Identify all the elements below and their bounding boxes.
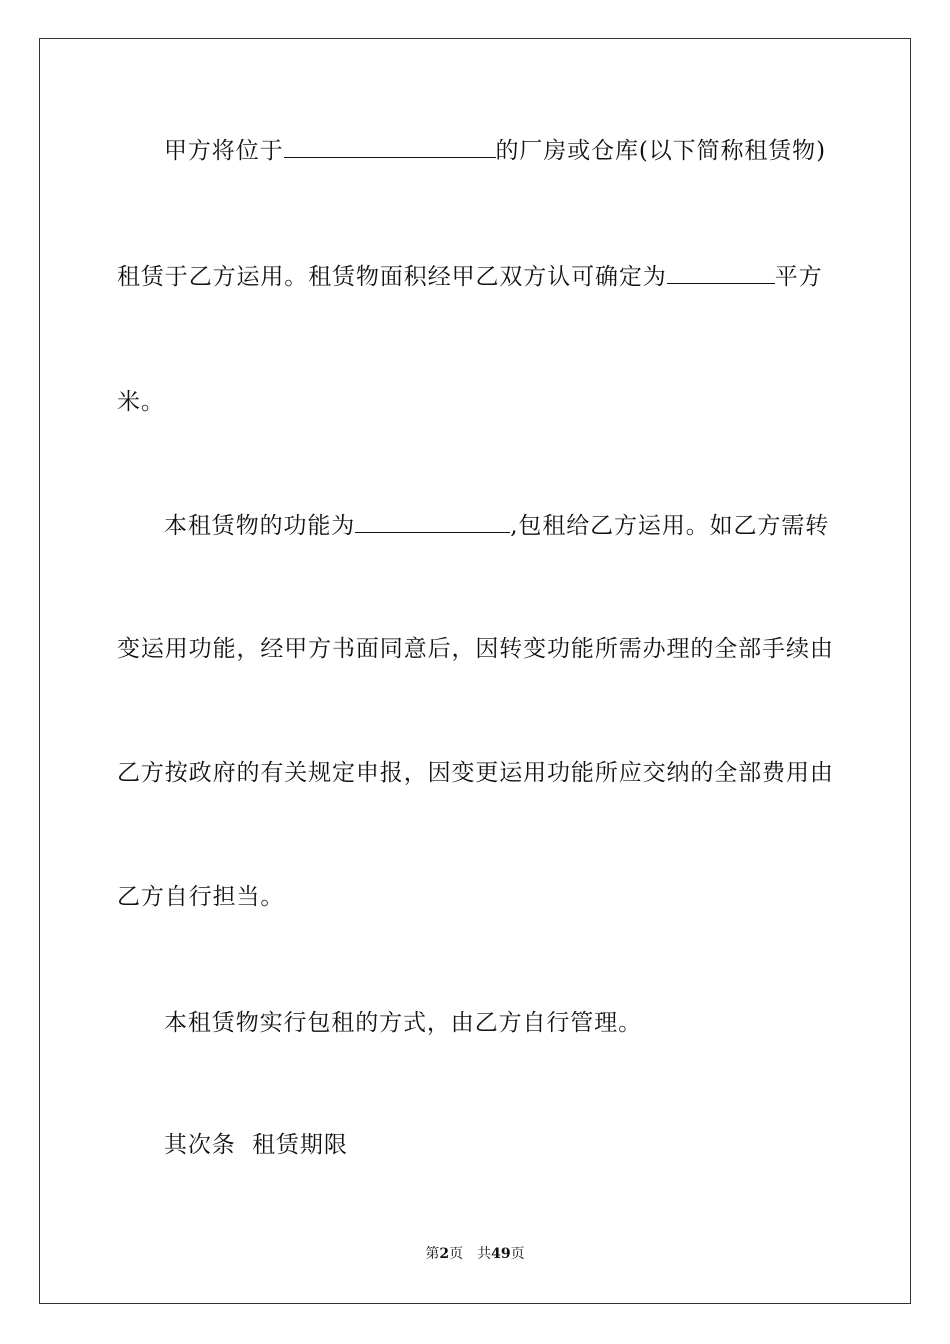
page-footer [0,1245,950,1263]
page-number: 2 [439,1246,450,1262]
text-segment: 租赁于乙方运用。租赁物面积经甲乙双方认可确定为 [117,264,667,290]
page-prefix: 第 [425,1246,440,1262]
page-suffix: 页 [449,1246,464,1262]
paragraph-2-line-2: 变 运 用 功 能 ， 经 甲 方 书 面 同 意 后 ， 因 转 变 功 能 所 需 办 理 的 全 部 手 续 由 [117,636,833,662]
text-segment: 的厂房或仓库(以下简称租赁物) [495,138,826,164]
text-segment: 本租赁物的功能为 [164,513,356,539]
total-pages: 49 [491,1246,511,1262]
paragraph-2-line-4: 乙方自行担当。 [117,884,285,910]
fill-in-blank-location[interactable] [284,135,496,158]
paragraph-2-line-3: 乙 方 按 政 府 的 有 关 规 定 申 报 ， 因 变 更 运 用 功 能 所 应 交 纳 的 全 部 费 用 由 [117,760,833,786]
paragraph-3-line-1: 本租赁物实行包租的方式，由乙方自行管理。 [164,1010,642,1036]
text-segment: 甲方将位于 [164,138,284,164]
fill-in-blank-function[interactable] [355,510,510,533]
fill-in-blank-area[interactable] [667,261,775,284]
text-segment: ,包租给乙方运用。如乙方需转 [510,513,830,539]
section-heading-lease-term: 其次条 租赁期限 [164,1132,348,1158]
text-segment: 平方 [774,264,823,290]
paragraph-1-line-1 [164,135,833,165]
paragraph-2-line-1 [164,510,833,540]
total-suffix: 页 [510,1246,525,1262]
page-border [39,38,911,1304]
total-prefix: 共 [477,1246,492,1262]
paragraph-1-line-3: 米。 [117,389,165,415]
paragraph-1-line-2 [117,261,833,291]
